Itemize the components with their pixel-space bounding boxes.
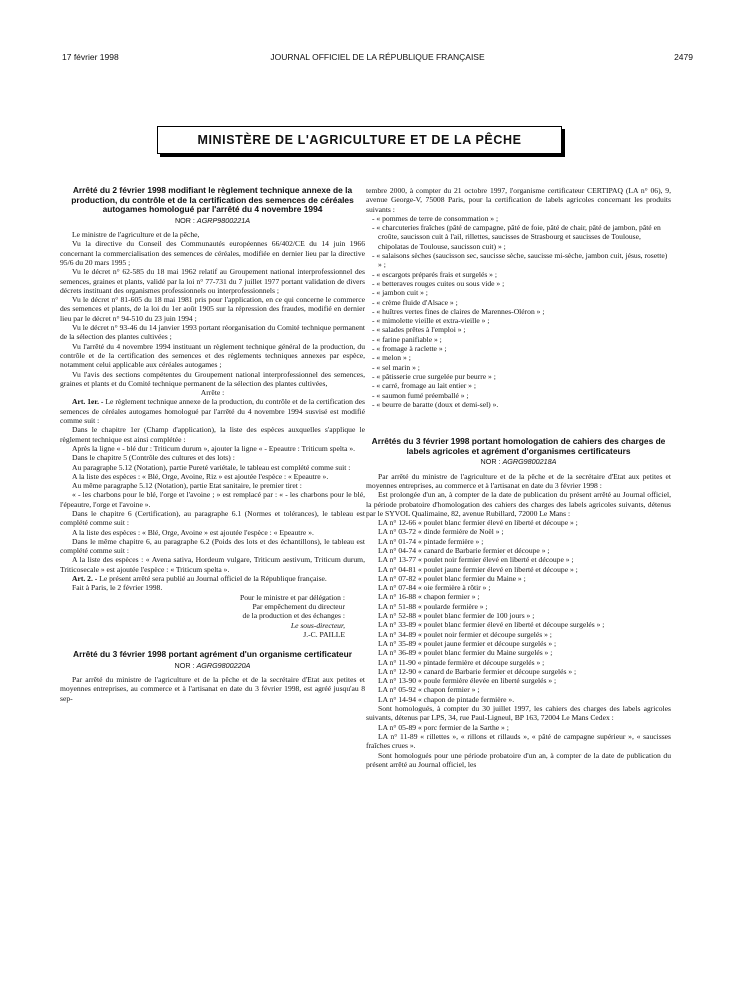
list-item: - « charcuteries fraîches (pâté de campagne, pâté de foie, pâté de chair, pâté de jambon, pâté en croûte, saucisson cuit à l'ail, rillettes, saucisses de Strasbourg et saucisses de Toulouse, chipolatas de Toulouse, saucisson cuit) » ; — [372, 223, 661, 251]
list-item: LA n° 12-66 « poulet blanc fermier élevé en liberté et découpe » ; — [378, 518, 578, 528]
label-list — [366, 518, 671, 704]
list-item: - « crème fluide d'Alsace » ; — [372, 297, 458, 307]
header-journal: JOURNAL OFFICIEL DE LA RÉPUBLIQUE FRANÇAISE — [270, 52, 485, 62]
para: A la liste des espèces : « Blé, Orge, Avoine, Riz » est ajoutée l'espèce : « Epeautre ». — [72, 471, 329, 481]
para: Au paragraphe 5.12 (Notation), partie Pureté variétale, le tableau est complété comme suit : — [72, 462, 351, 472]
list-item: - « pâtisserie crue surgelée pur beurre » ; — [372, 371, 496, 381]
sig-line: de la production et des échanges : — [242, 611, 345, 621]
list-item: - « beurre de baratte (doux et demi-sel) ». — [372, 399, 499, 409]
list-item: LA n° 13-90 « poule fermière élevée en liberté surgelés » ; — [378, 676, 557, 686]
list-item: - « huîtres vertes fines de claires de Marennes-Oléron » ; — [372, 306, 545, 316]
list-item: - « fromage à raclette » ; — [372, 344, 447, 354]
arrete3-title: Arrêtés du 3 février 1998 portant homologation de cahiers des charges de labels agricoles et agrément d'organismes certificateurs — [371, 436, 666, 456]
list-item: LA n° 03-72 « dinde fermière de Noël » ; — [378, 527, 504, 537]
arrete1-nor: NOR : AGRP9800221A — [174, 215, 251, 225]
list-item: LA n° 04-74 « canard de Barbarie fermier et découpe » ; — [378, 545, 550, 555]
list-item: LA n° 01-74 « pintade fermière » ; — [378, 536, 484, 546]
list-item: LA n° 04-81 « poulet jaune fermier élevé en liberté et découpe » ; — [378, 564, 578, 574]
list-item: - « salaisons sèches (saucisson sec, saucisse sèche, saucisse mi-sèche, jambon cuit, jésus, rosette) » ; — [372, 251, 668, 270]
para: Dans le même chapitre 6, au paragraphe 6.2 (Poids des lots et des échantillons), le tableau est complété comme suit : — [60, 536, 365, 556]
arrete-word: Arrête : — [200, 388, 225, 398]
para: A la liste des espèces : « Blé, Orge, Avoine » est ajoutée l'espèce : « Epeautre ». — [72, 527, 314, 537]
list-item: LA n° 13-77 « poulet noir fermier élevé en liberté et découpe » ; — [378, 555, 574, 565]
para: Vu l'arrêté du 4 novembre 1994 instituant un règlement technique général de la production, du contrôle et de la certification des semences et des règlements techniques annexes par espèce, notamment celui applicable aux céréales autogames ; — [60, 341, 365, 370]
list-item: - « sel marin » ; — [372, 362, 420, 372]
signatory-name: J.-C. PAILLE — [303, 629, 345, 639]
ministry-box: MINISTÈRE DE L'AGRICULTURE ET DE LA PÊCHE — [157, 126, 562, 154]
list-item: - « betteraves rouges cuites ou sous vide » ; — [372, 278, 505, 288]
para: Vu l'avis des sections compétentes du Groupement national interprofessionnel des semences, graines et plants et du Comité technique permanent de la sélection des plantes cultivées, — [60, 369, 365, 388]
para: Dans le chapitre 6 (Certification), au paragraphe 6.1 (Normes et tolérances), le tableau est complété comme suit : — [60, 508, 365, 528]
para: Dans le chapitre 1er (Champ d'application), la liste des espèces auxquelles s'applique le règlement technique est ainsi complétée : — [60, 425, 365, 444]
para: Vu le décret n° 81-605 du 18 mai 1981 pris pour l'application, en ce qui concerne le commerce des semences et plants, de la loi du 1er août 1905 sur la répression des fraudes, modifié en dernier lieu par le décret n° 94-510 du 23 juin 1994 ; — [60, 295, 365, 323]
list-item: - « pommes de terre de consommation » ; — [372, 213, 499, 223]
column-left — [60, 186, 365, 703]
para: Après la ligne « - blé dur : Triticum durum », ajouter la ligne « - Epeautre : Triticum spelta ». — [72, 443, 356, 453]
para: Vu la directive du Conseil des Communautés européennes 66/402/CE du 14 juin 1966 concernant la commercialisation des semences de céréales, modifiée en dernier lieu par la directive 95/6 du 20 mars 1995 ; — [60, 239, 365, 267]
para: Dans le chapitre 5 (Contrôle des cultures et des lots) : — [72, 453, 235, 463]
arrete2-continuation: tembre 2000, à compter du 21 octobre 1997, l'organisme certificateur CERTIPAQ (LA n° 06), 9, avenue George-V, 75008 Paris, pour la certification de labels agricoles concernant les produits suivants : — [366, 186, 671, 214]
list-item: LA n° 05-89 « porc fermier de la Sarthe » ; — [378, 722, 509, 732]
header-page-number: 2479 — [674, 52, 693, 62]
list-item: LA n° 11-89 « rillettes », « rillons et rillauds », « pâté de campagne supérieur », « saucisses fraîches crues ». — [366, 731, 671, 751]
list-item: LA n° 33-89 « poulet blanc fermier élevé en liberté et découpe surgelés » ; — [378, 620, 605, 630]
list-item: LA n° 34-89 « poulet noir fermier et découpe surgelés » ; — [378, 629, 552, 639]
list-item: LA n° 16-88 « chapon fermier » ; — [378, 592, 480, 602]
arrete2-para: Par arrêté du ministre de l'agriculture et de la pêche et de la secrétaire d'Etat aux petites et moyennes entreprises, au commerce et à l'artisanat en date du 3 février 1998, est agréé jusqu'au 8 sep- — [60, 675, 365, 703]
article-2: Art. 2. - Le présent arrêté sera publié au Journal officiel de la République française. — [72, 574, 327, 584]
list-item: LA n° 35-89 « poulet jaune fermier et découpe surgelés » ; — [378, 638, 557, 648]
para: Vu le décret n° 93-46 du 14 janvier 1993 portant réorganisation du Comité technique permanent de la sélection des plantes cultivées ; — [60, 323, 365, 342]
para: A la liste des espèces : « Avena sativa, Hordeum vulgare, Triticum aestivum, Triticum durum, Triticosecale » est ajoutée l'espèce : « Triticum spelta ». — [60, 555, 365, 574]
page-header — [62, 52, 693, 66]
para: Vu le décret n° 62-585 du 18 mai 1962 relatif au Groupement national interprofessionnel des semences, graines et plants, validé par la loi n° 77-731 du 7 juillet 1977 portant validation de divers décrets instituant des organismes professionnels ou interprofessionnels ; — [60, 267, 365, 295]
arrete3-para3: Sont homologués, à compter du 30 juillet 1997, les cahiers des charges des labels agricoles suivants, détenus par LPS, 34, rue Paul-Ligneul, BP 163, 72004 Le Mans Cedex : — [366, 704, 671, 723]
list-item: LA n° 05-92 « chapon fermier » ; — [378, 685, 480, 695]
arrete2-title: Arrêté du 3 février 1998 portant agrément d'un organisme certificateur — [73, 649, 352, 660]
para: « - les charbons pour le blé, l'orge et l'avoine ; » est remplacé par : « - les charbons pour le blé, l'épeautre, l'orge et l'avoine ». — [60, 490, 365, 509]
list-item: LA n° 51-88 « poularde fermière » ; — [378, 601, 488, 611]
arrete3-para4: Sont homologués pour une période probatoire d'un an, à compter de la date de publication du présent arrêté au Journal officiel, les — [366, 750, 671, 769]
arrete1-body — [60, 425, 365, 574]
list-item: - « salades prêtes à l'emploi » ; — [372, 325, 466, 335]
list-item: LA n° 11-90 « pintade fermière et découpe surgelés » ; — [378, 657, 545, 667]
arrete3-para1: Par arrêté du ministre de l'agriculture et de la pêche et de la secrétaire d'Etat aux petites et moyennes entreprises, au commerce et à l'artisanat en date du 3 février 1998 : — [366, 471, 671, 490]
list-item: LA n° 36-89 « poulet blanc fermier du Maine surgelés » ; — [378, 648, 553, 658]
list-item: LA n° 12-90 « canard de Barbarie fermier et découpe surgelés » ; — [378, 666, 577, 676]
list-item: LA n° 14-94 « chapon de pintade fermière ». — [378, 694, 515, 704]
product-list — [366, 214, 671, 409]
article-1: Art. 1er. - Le règlement technique annexe de la production, du contrôle et de la certification des semences de céréales autogames homologué par l'arrêté du 4 novembre 1994 susvisé est modifié comme suit : — [60, 397, 365, 426]
list-item: - « carré, fromage au lait entier » ; — [372, 381, 476, 391]
list-item: - « escargots préparés frais et surgelés » ; — [372, 269, 497, 279]
list-item: - « melon » ; — [372, 353, 411, 363]
arrete3-nor: NOR : AGRG9800218A — [480, 457, 557, 467]
sig-line: Pour le ministre et par délégation : — [239, 592, 345, 602]
sig-line: Par empêchement du directeur — [252, 601, 345, 611]
arrete3-para2: Est prolongée d'un an, à compter de la date de publication du présent arrêté au Journal officiel, la période probatoire d'homologation des cahiers des charges des labels agricoles suivants, détenus par le SYVOL Qualimaine, 82, avenue Rubillard, 72000 Le Mans : — [366, 490, 671, 518]
list-item: - « farine panifiable » ; — [372, 334, 442, 344]
signature-block — [60, 593, 365, 639]
list-item: - « saumon fumé préemballé » ; — [372, 390, 469, 400]
para: Au même paragraphe 5.12 (Notation), partie Etat sanitaire, le premier tiret : — [72, 481, 302, 491]
list-item: LA n° 52-88 « poulet blanc fermier de 100 jours » ; — [378, 611, 535, 621]
done-at: Fait à Paris, le 2 février 1998. — [72, 583, 163, 593]
sig-line: Le sous-directeur, — [290, 620, 345, 630]
list-item: - « jambon cuit » ; — [372, 288, 428, 298]
arrete2-nor: NOR : AGRG9800220A — [174, 660, 251, 670]
para: Le ministre de l'agriculture et de la pêche, — [72, 230, 200, 240]
list-item: LA n° 07-82 « poulet blanc fermier du Maine » ; — [378, 573, 526, 583]
header-date: 17 février 1998 — [62, 52, 119, 62]
arrete1-title: Arrêté du 2 février 1998 modifiant le règlement technique annexe de la production, du contrôle et de la certification des semences de céréales autogames homologué par l'arrêté du 4 novembre 1994 — [71, 185, 354, 215]
list-item: LA n° 07-84 « oie fermière à rôtir » ; — [378, 583, 491, 593]
column-right — [366, 186, 671, 769]
list-item: - « mimolette vieille et extra-vieille » ; — [372, 316, 490, 326]
arrete1-visas — [60, 230, 365, 388]
